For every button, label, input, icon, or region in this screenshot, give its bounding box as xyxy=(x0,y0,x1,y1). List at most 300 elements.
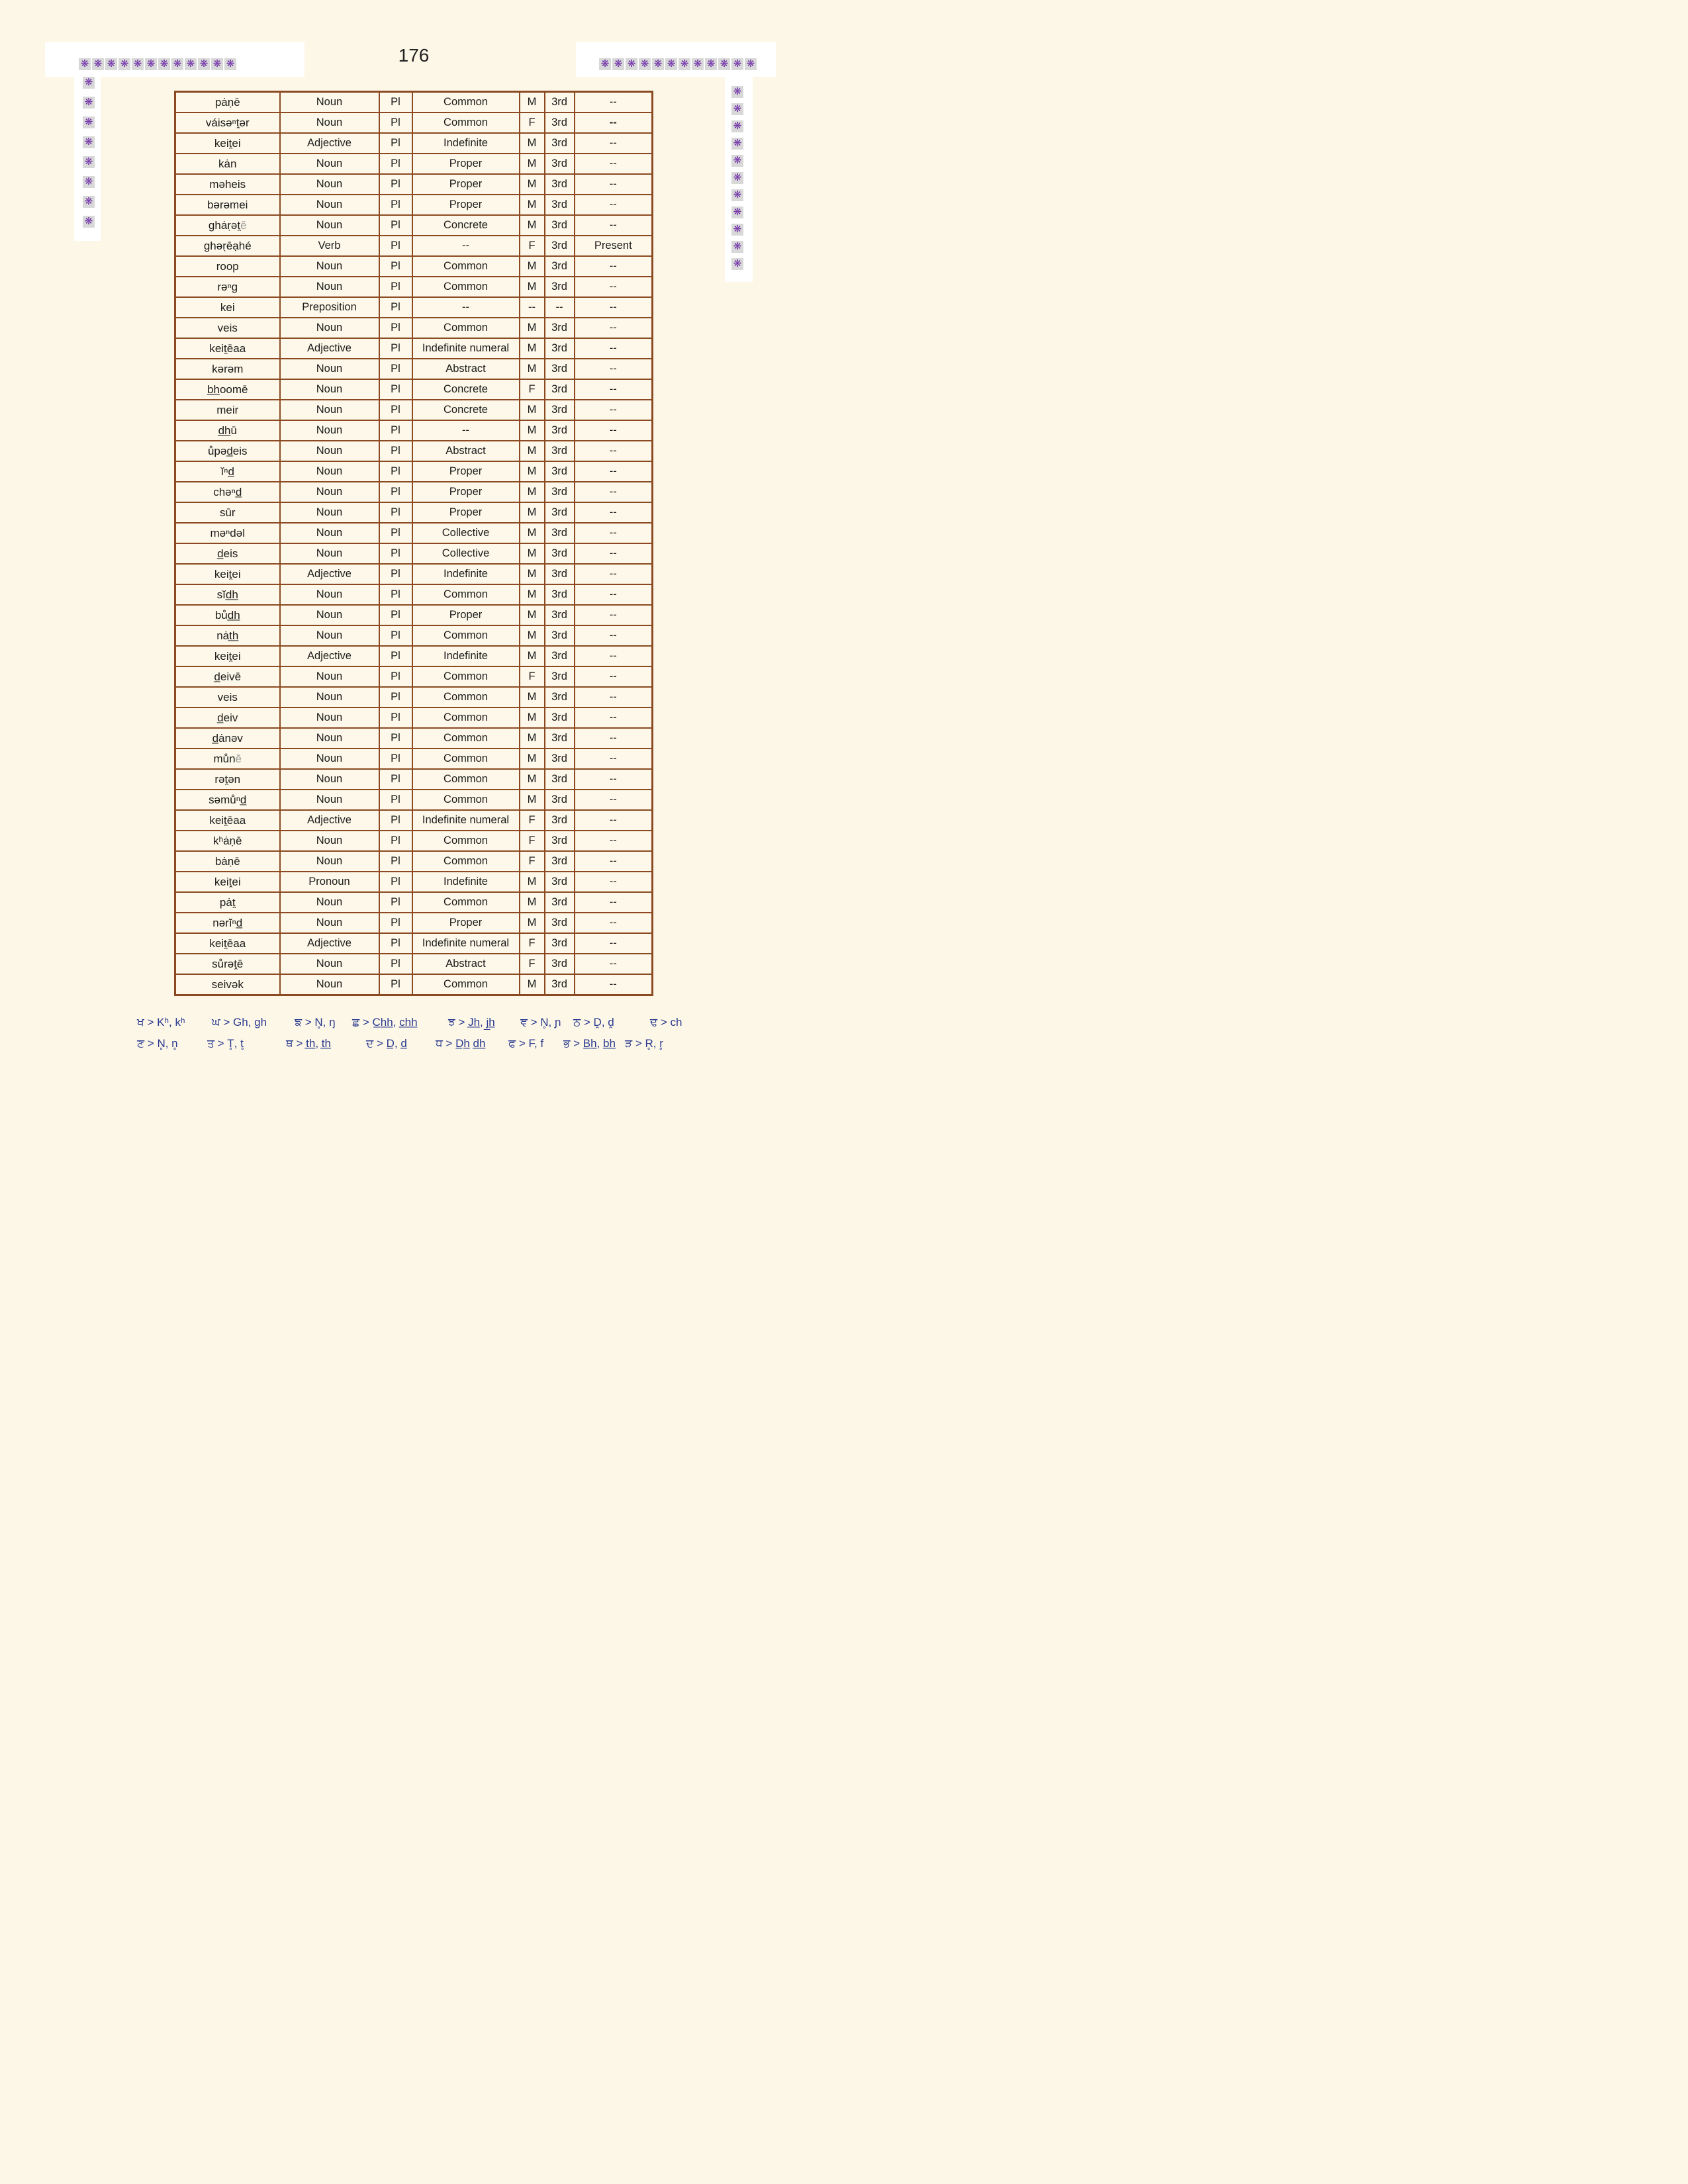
pos-cell: Noun xyxy=(280,954,379,974)
type-cell: Common xyxy=(412,666,520,687)
flower-icon: ❋ xyxy=(83,156,95,168)
word-text: ůpəd̲eis xyxy=(207,444,248,457)
table-row xyxy=(175,790,653,810)
gender-cell: M xyxy=(520,728,545,749)
word-text: meir xyxy=(216,403,239,416)
type-cell: Indefinite numeral xyxy=(412,338,520,359)
word-cell xyxy=(175,584,280,605)
tense-cell: -- xyxy=(575,707,653,728)
gender-cell: M xyxy=(520,502,545,523)
table-row xyxy=(175,523,653,543)
pos-cell: Adjective xyxy=(280,933,379,954)
number-cell: Pl xyxy=(379,523,412,543)
gender-cell: M xyxy=(520,359,545,379)
pos-cell: Noun xyxy=(280,461,379,482)
tense-cell: -- xyxy=(575,379,653,400)
gender-cell: F xyxy=(520,954,545,974)
person-cell: 3rd xyxy=(545,318,575,338)
gender-cell: M xyxy=(520,195,545,215)
word-cell xyxy=(175,318,280,338)
number-cell: Pl xyxy=(379,400,412,420)
type-cell: Abstract xyxy=(412,954,520,974)
tense-cell: -- xyxy=(575,831,653,851)
table-row xyxy=(175,195,653,215)
type-cell: Collective xyxy=(412,523,520,543)
gender-cell: M xyxy=(520,584,545,605)
pos-cell: Adjective xyxy=(280,133,379,154)
table-row xyxy=(175,482,653,502)
number-cell: Pl xyxy=(379,236,412,256)
tense-cell: -- xyxy=(575,543,653,564)
flower-icon: ❋ xyxy=(185,58,197,70)
pos-cell: Noun xyxy=(280,256,379,277)
pos-cell: Noun xyxy=(280,892,379,913)
pos-cell: Noun xyxy=(280,974,379,995)
person-cell: 3rd xyxy=(545,461,575,482)
flower-icon: ❋ xyxy=(83,176,95,188)
tense-cell: -- xyxy=(575,338,653,359)
person-cell: 3rd xyxy=(545,236,575,256)
pos-cell: Noun xyxy=(280,113,379,133)
word-gray-letter: ĕ xyxy=(240,218,247,232)
number-cell: Pl xyxy=(379,297,412,318)
gender-cell: M xyxy=(520,154,545,174)
table-row xyxy=(175,892,653,913)
pos-cell: Noun xyxy=(280,379,379,400)
legend-item: ਝ > J̲h̲, j̲h̲ xyxy=(448,1016,495,1028)
type-cell: Common xyxy=(412,584,520,605)
gender-cell: F xyxy=(520,379,545,400)
type-cell: Indefinite numeral xyxy=(412,810,520,831)
number-cell: Pl xyxy=(379,113,412,133)
flower-icon: ❋ xyxy=(679,58,690,70)
person-cell: 3rd xyxy=(545,420,575,441)
table-row xyxy=(175,174,653,195)
number-cell: Pl xyxy=(379,666,412,687)
table-row xyxy=(175,154,653,174)
tense-cell: -- xyxy=(575,749,653,769)
gender-cell: M xyxy=(520,707,545,728)
number-cell: Pl xyxy=(379,892,412,913)
number-cell: Pl xyxy=(379,810,412,831)
flower-icon: ❋ xyxy=(92,58,104,70)
tense-cell: -- xyxy=(575,625,653,646)
number-cell: Pl xyxy=(379,584,412,605)
number-cell: Pl xyxy=(379,543,412,564)
word-cell xyxy=(175,359,280,379)
tense-cell: -- xyxy=(575,420,653,441)
word-text: sůrət̯ē xyxy=(212,957,244,970)
pos-cell: Verb xyxy=(280,236,379,256)
flower-icon: ❋ xyxy=(745,58,757,70)
word-text: můn xyxy=(213,752,236,765)
table-row xyxy=(175,256,653,277)
legend-item: ਤ > T̥, t̥ xyxy=(207,1037,244,1050)
table-row xyxy=(175,728,653,749)
flower-icon: ❋ xyxy=(731,103,743,115)
tense-cell: -- xyxy=(575,318,653,338)
flower-icon: ❋ xyxy=(118,58,130,70)
number-cell: Pl xyxy=(379,154,412,174)
tense-cell: -- xyxy=(575,441,653,461)
word-text: váisəⁿt̯ər xyxy=(205,116,250,129)
person-cell: 3rd xyxy=(545,277,575,297)
table-row xyxy=(175,338,653,359)
word-cell xyxy=(175,605,280,625)
tense-cell: -- xyxy=(575,482,653,502)
flower-icon: ❋ xyxy=(79,58,91,70)
tense-cell: -- xyxy=(575,646,653,666)
table-row xyxy=(175,810,653,831)
flower-icon: ❋ xyxy=(718,58,730,70)
word-cell xyxy=(175,933,280,954)
number-cell: Pl xyxy=(379,461,412,482)
number-cell: Pl xyxy=(379,625,412,646)
word-cell xyxy=(175,974,280,995)
table-row xyxy=(175,461,653,482)
tense-cell: -- xyxy=(575,359,653,379)
type-cell: Proper xyxy=(412,482,520,502)
gender-cell: M xyxy=(520,974,545,995)
table-row xyxy=(175,974,653,995)
number-cell: Pl xyxy=(379,174,412,195)
gender-cell: M xyxy=(520,277,545,297)
pos-cell: Noun xyxy=(280,359,379,379)
person-cell: 3rd xyxy=(545,543,575,564)
number-cell: Pl xyxy=(379,974,412,995)
word-cell xyxy=(175,195,280,215)
word-text: b̲h̲oomē xyxy=(207,383,248,396)
pos-cell: Noun xyxy=(280,605,379,625)
type-cell: Common xyxy=(412,92,520,113)
table-row xyxy=(175,359,653,379)
word-text: kȧn xyxy=(218,157,237,170)
number-cell: Pl xyxy=(379,195,412,215)
word-cell xyxy=(175,502,280,523)
word-cell xyxy=(175,810,280,831)
table-row xyxy=(175,502,653,523)
flower-icon: ❋ xyxy=(652,58,664,70)
legend-item: ਛ > C̲h̲h̲, c̲h̲h̲ xyxy=(352,1016,418,1028)
word-text: keit̯ei xyxy=(214,875,241,888)
person-cell: 3rd xyxy=(545,113,575,133)
tense-cell: -- xyxy=(575,769,653,790)
gender-cell: M xyxy=(520,913,545,933)
word-text: d̲eis xyxy=(217,547,238,560)
type-cell: Proper xyxy=(412,913,520,933)
flower-icon: ❋ xyxy=(83,97,95,109)
word-cell xyxy=(175,154,280,174)
word-cell xyxy=(175,769,280,790)
legend-item: ਘ > Gh, gh xyxy=(212,1016,267,1028)
gender-cell: M xyxy=(520,338,545,359)
tense-cell: -- xyxy=(575,666,653,687)
word-text: ghȧṛət̯ xyxy=(208,218,241,232)
table-row xyxy=(175,133,653,154)
flower-icon: ❋ xyxy=(731,155,743,167)
number-cell: Pl xyxy=(379,728,412,749)
gender-cell: F xyxy=(520,810,545,831)
pos-cell: Noun xyxy=(280,851,379,872)
gender-cell: M xyxy=(520,482,545,502)
word-text: keit̯ēaa xyxy=(209,936,246,950)
person-cell: 3rd xyxy=(545,769,575,790)
gender-cell: M xyxy=(520,441,545,461)
flower-icon: ❋ xyxy=(731,189,743,201)
table-row xyxy=(175,277,653,297)
person-cell: 3rd xyxy=(545,256,575,277)
word-cell xyxy=(175,461,280,482)
person-cell: 3rd xyxy=(545,154,575,174)
table-row xyxy=(175,625,653,646)
gender-cell: M xyxy=(520,461,545,482)
gender-cell: M xyxy=(520,646,545,666)
gender-cell: M xyxy=(520,174,545,195)
tense-cell: -- xyxy=(575,523,653,543)
word-cell xyxy=(175,646,280,666)
word-text: roop xyxy=(216,259,239,273)
table-row xyxy=(175,687,653,707)
person-cell: 3rd xyxy=(545,359,575,379)
word-cell xyxy=(175,707,280,728)
tense-cell: -- xyxy=(575,933,653,954)
gender-cell: F xyxy=(520,236,545,256)
word-cell xyxy=(175,872,280,892)
table-row xyxy=(175,646,653,666)
type-cell: Proper xyxy=(412,461,520,482)
person-cell: 3rd xyxy=(545,974,575,995)
word-cell xyxy=(175,625,280,646)
word-cell xyxy=(175,954,280,974)
tense-cell: -- xyxy=(575,810,653,831)
type-cell: Concrete xyxy=(412,400,520,420)
flower-icon: ❋ xyxy=(731,206,743,218)
flower-icon: ❋ xyxy=(692,58,704,70)
pos-cell: Noun xyxy=(280,400,379,420)
gender-cell: M xyxy=(520,605,545,625)
word-text: sĭd̲h̲ xyxy=(216,588,238,601)
type-cell: Indefinite numeral xyxy=(412,933,520,954)
flower-icon: ❋ xyxy=(105,58,117,70)
number-cell: Pl xyxy=(379,359,412,379)
flower-icon: ❋ xyxy=(158,58,170,70)
gender-cell: M xyxy=(520,318,545,338)
flower-icon: ❋ xyxy=(731,86,743,98)
type-cell: Indefinite xyxy=(412,646,520,666)
person-cell: 3rd xyxy=(545,338,575,359)
table-row xyxy=(175,236,653,256)
tense-cell: -- xyxy=(575,195,653,215)
word-text: keit̯ēaa xyxy=(209,341,246,355)
word-cell xyxy=(175,92,280,113)
legend-item: ੜ > R̥, r̥ xyxy=(625,1037,663,1050)
gender-cell: M xyxy=(520,215,545,236)
type-cell: Abstract xyxy=(412,359,520,379)
number-cell: Pl xyxy=(379,851,412,872)
word-cell xyxy=(175,913,280,933)
type-cell: Common xyxy=(412,851,520,872)
word-text: pȧṇē xyxy=(214,95,240,109)
word-text: sūr xyxy=(219,506,236,519)
table-row xyxy=(175,851,653,872)
word-cell xyxy=(175,831,280,851)
gender-cell: M xyxy=(520,523,545,543)
pos-cell: Noun xyxy=(280,154,379,174)
tense-cell: -- xyxy=(575,851,653,872)
word-cell xyxy=(175,338,280,359)
person-cell: 3rd xyxy=(545,379,575,400)
word-cell xyxy=(175,851,280,872)
gender-cell: M xyxy=(520,790,545,810)
type-cell: Proper xyxy=(412,195,520,215)
table-row xyxy=(175,954,653,974)
word-text: kʰȧṇē xyxy=(213,834,242,847)
number-cell: Pl xyxy=(379,564,412,584)
gender-cell: M xyxy=(520,769,545,790)
gender-cell: M xyxy=(520,543,545,564)
type-cell: Concrete xyxy=(412,379,520,400)
flower-icon: ❋ xyxy=(626,58,637,70)
word-text: veis xyxy=(217,690,238,704)
word-text: bərəmei xyxy=(207,198,248,211)
number-cell: Pl xyxy=(379,379,412,400)
word-cell xyxy=(175,215,280,236)
word-gray-letter: ĕ xyxy=(235,752,242,765)
tense-cell: -- xyxy=(575,461,653,482)
tense-cell: -- xyxy=(575,974,653,995)
type-cell: Common xyxy=(412,790,520,810)
gender-cell: M xyxy=(520,625,545,646)
tense-cell: -- xyxy=(575,687,653,707)
table-row xyxy=(175,215,653,236)
word-text: chəⁿd̲ xyxy=(213,485,242,498)
pos-cell: Noun xyxy=(280,195,379,215)
number-cell: Pl xyxy=(379,338,412,359)
table-row xyxy=(175,666,653,687)
tense-cell: -- xyxy=(575,277,653,297)
pos-cell: Adjective xyxy=(280,564,379,584)
number-cell: Pl xyxy=(379,482,412,502)
gender-cell: -- xyxy=(520,297,545,318)
gender-cell: M xyxy=(520,564,545,584)
flower-icon: ❋ xyxy=(731,138,743,150)
type-cell: Proper xyxy=(412,502,520,523)
word-text: pȧt̯ xyxy=(219,895,236,909)
number-cell: Pl xyxy=(379,502,412,523)
person-cell: 3rd xyxy=(545,666,575,687)
person-cell: 3rd xyxy=(545,954,575,974)
transliteration-legend-line-2 xyxy=(0,1037,844,1053)
flower-icon: ❋ xyxy=(731,172,743,184)
word-cell xyxy=(175,892,280,913)
word-cell xyxy=(175,441,280,461)
person-cell: 3rd xyxy=(545,215,575,236)
table-row xyxy=(175,605,653,625)
person-cell: 3rd xyxy=(545,564,575,584)
pos-cell: Noun xyxy=(280,441,379,461)
type-cell: Common xyxy=(412,892,520,913)
type-cell: Common xyxy=(412,769,520,790)
tense-cell: -- xyxy=(575,92,653,113)
word-text: kei xyxy=(220,300,235,314)
pos-cell: Adjective xyxy=(280,338,379,359)
flower-border-top-left xyxy=(79,58,236,70)
word-cell xyxy=(175,666,280,687)
type-cell: Collective xyxy=(412,543,520,564)
table-row xyxy=(175,441,653,461)
person-cell: 3rd xyxy=(545,913,575,933)
word-text: ghəṛēạhé xyxy=(203,239,252,252)
word-cell xyxy=(175,236,280,256)
pos-cell: Noun xyxy=(280,831,379,851)
number-cell: Pl xyxy=(379,954,412,974)
table-row xyxy=(175,584,653,605)
person-cell: 3rd xyxy=(545,810,575,831)
word-text: d̲ȧnəv xyxy=(212,731,243,745)
number-cell: Pl xyxy=(379,215,412,236)
legend-item: ਦ > D̲, d̲ xyxy=(366,1037,407,1050)
pos-cell: Noun xyxy=(280,769,379,790)
grammar-table xyxy=(174,91,653,996)
word-text: məⁿdəl xyxy=(210,526,245,539)
number-cell: Pl xyxy=(379,790,412,810)
pos-cell: Noun xyxy=(280,482,379,502)
flower-icon: ❋ xyxy=(83,196,95,208)
word-cell xyxy=(175,379,280,400)
word-cell xyxy=(175,564,280,584)
tense-cell: -- xyxy=(575,728,653,749)
pos-cell: Noun xyxy=(280,215,379,236)
pos-cell: Noun xyxy=(280,749,379,769)
tense-cell: -- xyxy=(575,154,653,174)
word-text: d̲eiv xyxy=(217,711,238,724)
tense-cell: -- xyxy=(575,584,653,605)
type-cell: Common xyxy=(412,256,520,277)
person-cell: 3rd xyxy=(545,749,575,769)
table-row xyxy=(175,933,653,954)
type-cell: -- xyxy=(412,420,520,441)
legend-item: ਫ > F, f xyxy=(508,1037,544,1050)
person-cell: 3rd xyxy=(545,646,575,666)
word-text: veis xyxy=(217,321,238,334)
tense-cell: -- xyxy=(575,113,653,133)
table-row xyxy=(175,400,653,420)
pos-cell: Pronoun xyxy=(280,872,379,892)
table-row xyxy=(175,831,653,851)
number-cell: Pl xyxy=(379,687,412,707)
number-cell: Pl xyxy=(379,420,412,441)
type-cell: Common xyxy=(412,974,520,995)
flower-icon: ❋ xyxy=(639,58,651,70)
type-cell: Concrete xyxy=(412,215,520,236)
table-row xyxy=(175,707,653,728)
person-cell: 3rd xyxy=(545,482,575,502)
type-cell: Proper xyxy=(412,605,520,625)
word-text: d̲h̲ū xyxy=(218,424,237,437)
table-row xyxy=(175,749,653,769)
gender-cell: M xyxy=(520,133,545,154)
tense-cell: -- xyxy=(575,892,653,913)
person-cell: 3rd xyxy=(545,625,575,646)
pos-cell: Noun xyxy=(280,584,379,605)
pos-cell: Noun xyxy=(280,502,379,523)
gender-cell: M xyxy=(520,92,545,113)
flower-border-left xyxy=(83,77,95,228)
flower-icon: ❋ xyxy=(83,136,95,148)
pos-cell: Adjective xyxy=(280,646,379,666)
flower-icon: ❋ xyxy=(731,224,743,236)
pos-cell: Noun xyxy=(280,728,379,749)
